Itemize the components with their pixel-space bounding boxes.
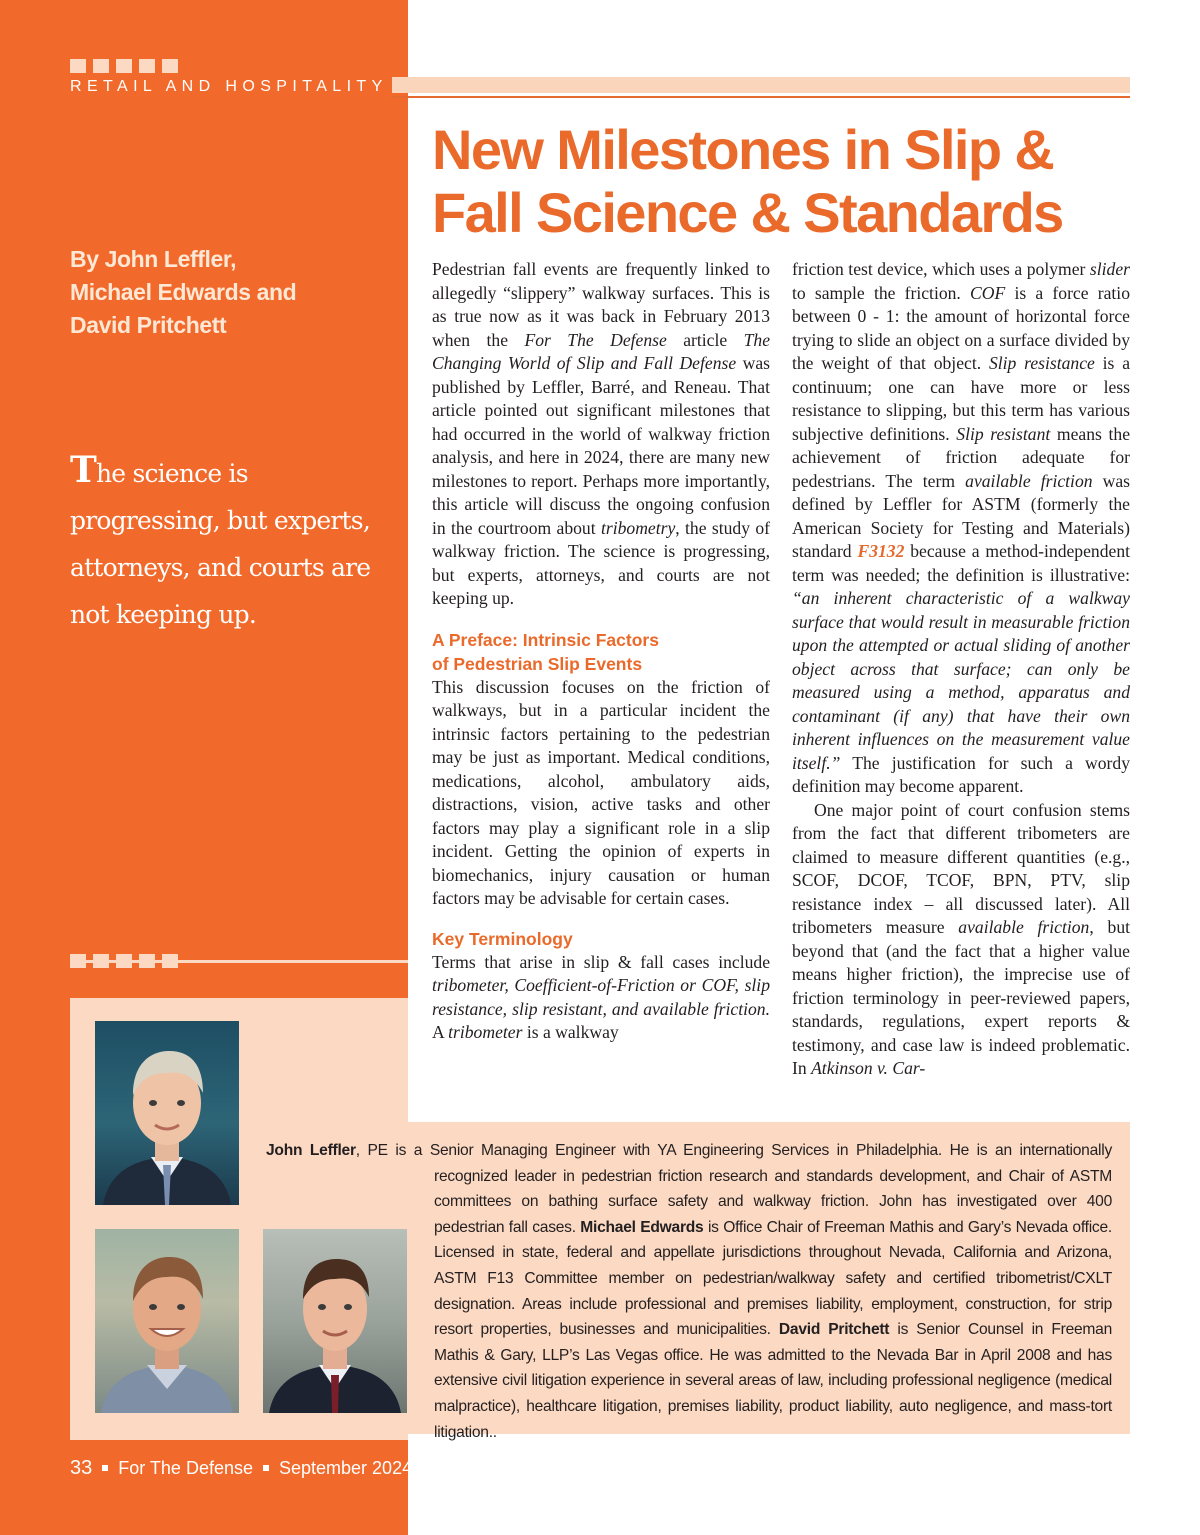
- bio-name-john-leffler: John Leffler: [266, 1142, 356, 1159]
- standard-link-f3132[interactable]: F3132: [857, 541, 905, 561]
- footer-separator: [263, 1465, 269, 1471]
- decorative-squares-mid: [70, 954, 178, 968]
- photo-michael-edwards: [95, 1229, 239, 1413]
- byline-line: By John Leffler,: [70, 246, 237, 272]
- subhead-preface: A Preface: Intrinsic Factors of Pedestrian Slip Events: [432, 629, 659, 674]
- photo-john-leffler: [95, 1021, 239, 1205]
- page-number: 33: [70, 1456, 93, 1479]
- publication-title: For The Defense: [118, 1457, 253, 1478]
- section-tag: RETAIL AND HOSPITALITY: [70, 78, 388, 95]
- decorative-squares-top: [70, 59, 178, 73]
- bio-name-david-pritchett: David Pritchett: [778, 1321, 890, 1339]
- subhead-terminology: Key Terminology: [432, 928, 573, 949]
- byline: [70, 243, 400, 342]
- cited-article-title: The Changing World of Slip and Fall Defense: [432, 329, 770, 373]
- definitions-paragraph: friction test device, which uses a polymer slider to sample the friction. COF is a force ratio between 0 - 1: the amount of horizontal force trying to slide an object on a surface divided by the weight of that object. Slip resistance is a continuum; one can have more or less resistance to slipping, but this term has various subjective definitions. Slip resistant means the achievement of friction adequate for pedestrians. The term available friction was defined by Leffler for ASTM (formerly the American Society for Testing and Materials) standard F3132 because a method-independent term was needed; the definition is illustrative: “an inherent characteristic of a walkway surface that would result in measurable friction upon the attempted or actual sliding of another object across that surface; can only be measured using a method, apparatus and contaminant (if any) that have their own inherent influences on the measurement value itself.” The justification for such a wordy definition may become apparent.: [792, 259, 1131, 796]
- byline-line: David Pritchett: [70, 312, 227, 338]
- issue-date: September 2024: [279, 1457, 413, 1478]
- article-column-1: [432, 258, 770, 1045]
- confusion-paragraph: One major point of court confusion stems from the fact that different tribometers are claimed to measure different quantities (e.g., SCOF, DCOF, TCOF, BPN, PTV, slip resistance index – all discussed later). All tribometers measure available friction, but beyond that (and the fact that a higher value means higher friction), the imprecise use of friction terminology in peer-reviewed papers, standards, regulations, expert reports & testimony, and case law is indeed problematic. In Atkinson v. Car-: [792, 799, 1130, 1078]
- pull-quote: [70, 447, 400, 638]
- bio-name-michael-edwards: Michael Edwards: [580, 1218, 704, 1236]
- preface-paragraph: This discussion focuses on the friction of walkways, but in a particular incident the intrinsic factors pertaining to the pedestrian may be just as important. Medical conditions, medications, alcohol, ambulatory aids, distractions, vision, active tasks and other factors may play a significant role in a slip incident. Getting the opinion of experts in biomechanics, injury causation or human factors may be advisable for certain cases.: [432, 676, 770, 908]
- definition-quote: “an inherent characteristic of a walkway surface that would result in measurable friction upon the attempted or actual sliding of another object across that surface; can only be measured using a method, apparatus and contaminant (if any) that have their own inherent influences on the measurement value itself.”: [792, 588, 1130, 773]
- author-bio: John Leffler, PE is a Senior Managing Engineer with YA Engineering Services in Philadelphia. He is an internationally recognized leader in pedestrian friction research and standards development, and Chair of ASTM committees on bathing surface safety and walkway friction. John has investigated over 400 pedestrian fall cases. Michael Edwards is Office Chair of Freeman Mathis and Gary’s Nevada office. Licensed in state, federal and appellate jurisdictions throughout Nevada, California and Arizona, ASTM F13 Committee member on pedestrian/walkway safety and certified tribometrist/CXLT designation. Areas include professional and premises liability, employment, construction, for strip resort properties, businesses and municipalities. David Pritchett is Senior Counsel in Freeman Mathis & Gary, LLP’s Las Vegas office. He was admitted to the Nevada Bar in April 2008 and has extensive civil litigation experience in several areas of law, including professional negligence (medical malpractice), healthcare litigation, premises liability, product liability, auto negligence, and mass-tort litigation..: [266, 1142, 1112, 1441]
- publication-name: For The Defense: [524, 329, 667, 350]
- page-footer: [70, 1456, 412, 1480]
- pull-quote-dropcap: T: [70, 449, 96, 491]
- terminology-paragraph: Terms that arise in slip & fall cases include tribometer, Coefficient-of-Friction or COF, slip resistance, slip resistant, and available friction. A tribometer is a walkway: [432, 951, 770, 1042]
- case-name: Atkinson v. Car-: [811, 1058, 926, 1078]
- byline-line: Michael Edwards and: [70, 279, 297, 305]
- article-title: New Milestones in Slip & Fall Science & Standards: [432, 118, 1063, 244]
- intro-paragraph: Pedestrian fall events are frequently linked to allegedly “slippery” walkway surfaces. This is as true now as it was back in February 2013 when the For The Defense article The Changing World of Slip and Fall Defense was published by Leffler, Barré, and Reneau. That article pointed out significant milestones that had occurred in the world of walkway friction analysis, and here in 2024, there are many new milestones to report. Perhaps more importantly, this article will discuss the ongoing confusion in the courtroom about tribometry, the study of walkway friction. The science is progressing, but experts, attorneys, and courts are not keeping up.: [432, 259, 771, 608]
- article-column-2: [792, 258, 1130, 1081]
- footer-separator: [102, 1465, 108, 1471]
- pull-quote-text: he science is progressing, but experts, attorneys, and courts are not keeping up.: [70, 459, 371, 629]
